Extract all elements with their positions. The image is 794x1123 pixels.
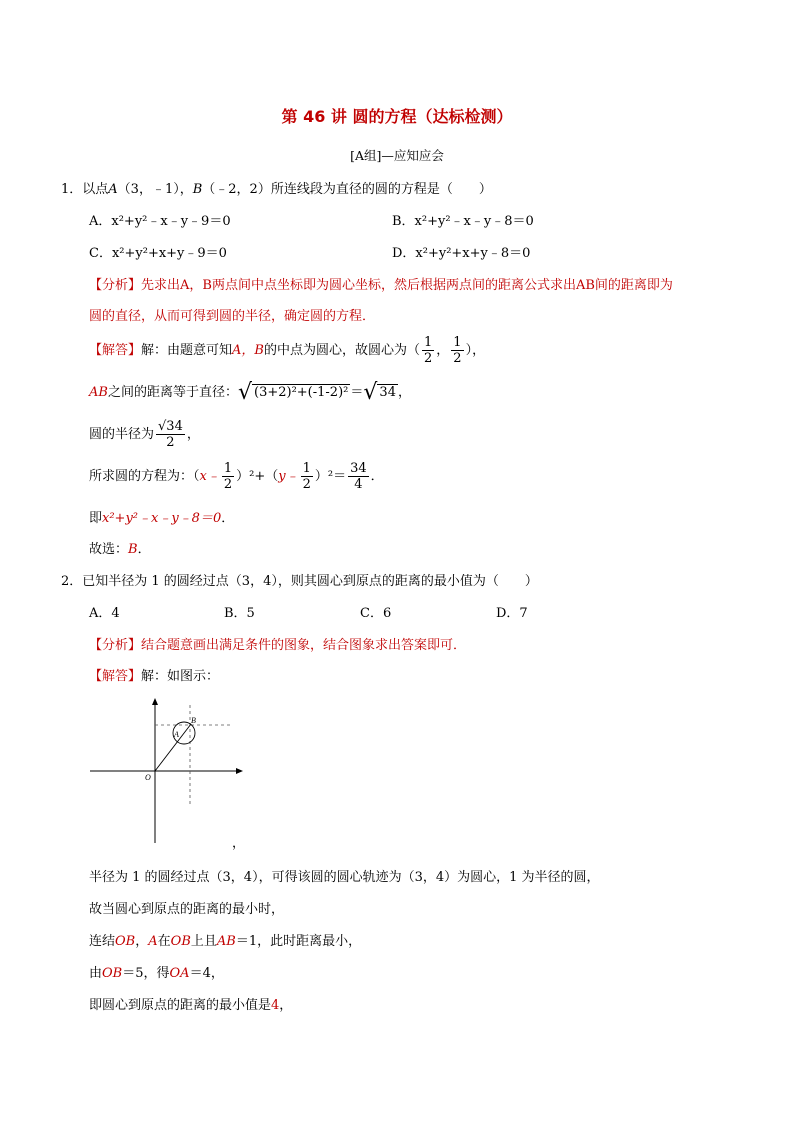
- q1-answer-line1: 【解答】解：由题意可知A，B的中点为圆心，故圆心为（ $\frac{1}{2}$ ， $\frac{1}{2}$ ），: [89, 335, 486, 366]
- radicand: (3+2)²+(-1-2)²: [254, 385, 349, 400]
- group-heading: [A组]—应知应会: [350, 148, 444, 163]
- q1-analysis: 【分析】先求出A，B两点间中点坐标即为圆心坐标，然后根据两点间的距离公式求出AB间的距离即为: [89, 278, 673, 293]
- fraction: $\frac{√34}{2}$: [158, 419, 183, 450]
- fraction: $\frac{34}{4}$: [350, 461, 367, 492]
- q2-answer-line4: 由OB＝5，得OA＝4，: [89, 966, 224, 981]
- q1-answer-line3: 圆的半径为 $\frac{√34}{2}$ ，: [89, 419, 200, 450]
- q1-option-a: A．x²+y²﹣x﹣y﹣9＝0: [89, 214, 231, 229]
- q1-option-d: D．x²+y²+x+y﹣8＝0: [392, 246, 531, 261]
- q1-stem: 1．以点A（3，﹣1），B（﹣2，2）所连线段为直径的圆的方程是（ ）: [61, 182, 492, 197]
- q1-answer-line4: 所求圆的方程为：（x﹣ $\frac{1}{2}$ ）²+（y﹣ $\frac{1}{2}$ ）²＝ $\frac{34}{4}$ ．: [89, 461, 384, 492]
- q2-option-b: B．5: [224, 606, 255, 621]
- q1-answer-line6: 故选：B．: [89, 542, 151, 557]
- q1-analysis-line2: 圆的直径，从而可得到圆的半径，确定圆的方程．: [89, 309, 376, 324]
- fraction: $\frac{1}{2}$: [223, 461, 233, 492]
- q2-answer-line5: 即圆心到原点的距离的最小值是4，: [89, 998, 293, 1013]
- q1-answer-line5: 即x²+y²﹣x﹣y﹣8＝0．: [89, 511, 235, 526]
- label-o: O: [145, 773, 151, 782]
- radicand: 34: [379, 385, 396, 400]
- q2-stem: 2．已知半径为 1 的圆经过点（3，4），则其圆心到原点的距离的最小值为（ ）: [61, 574, 538, 589]
- q2-option-d: D．7: [496, 606, 528, 621]
- q2-answer-line3: 连结OB，A在OB上且AB＝1，此时距离最小，: [89, 934, 362, 949]
- page-title: 第 46 讲 圆的方程（达标检测）: [281, 107, 513, 126]
- q2-answer-intro: 【解答】解：如图示：: [89, 669, 220, 684]
- fraction: $\frac{1}{2}$: [453, 335, 462, 366]
- q2-analysis: 【分析】结合题意画出满足条件的图象，结合图象求出答案即可．: [89, 638, 467, 653]
- q2-option-c: C．6: [360, 606, 392, 621]
- q1-option-b: B．x²+y²﹣x﹣y﹣8＝0: [392, 214, 534, 229]
- fraction: $\frac{1}{2}$: [424, 335, 433, 366]
- y-axis-arrow: [152, 698, 158, 705]
- q1-option-c: C．x²+y²+x+y﹣9＝0: [89, 246, 227, 261]
- q2-figure: [88, 695, 248, 850]
- label-b: B: [191, 716, 196, 725]
- figure-comma: ，: [232, 836, 246, 851]
- label-a: A: [174, 730, 179, 739]
- x-axis-arrow: [236, 768, 243, 774]
- fraction: $\frac{1}{2}$: [302, 461, 311, 492]
- q2-option-a: A．4: [89, 606, 120, 621]
- q2-answer-line2: 故当圆心到原点的距离的最小时，: [89, 902, 285, 917]
- q2-answer-line1: 半径为 1 的圆经过点（3，4），可得该圆的圆心轨迹为（3，4）为圆心，1 为半径的圆，: [89, 870, 600, 885]
- q1-answer-line2: AB之间的距离等于直径：√ (3+2)²+(-1-2)² ＝√ 34 ，: [89, 380, 411, 405]
